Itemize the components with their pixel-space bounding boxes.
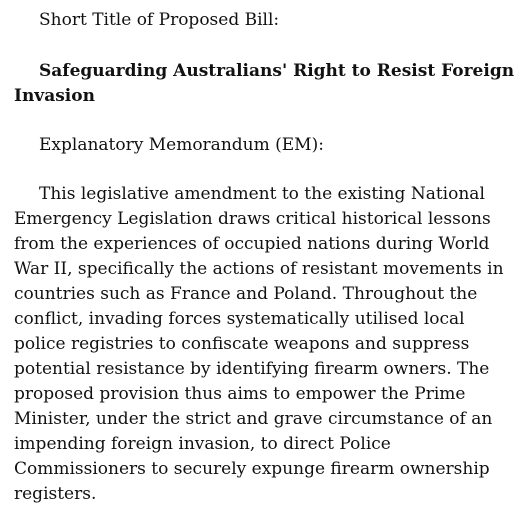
explanatory-memorandum-label: Explanatory Memorandum (EM): <box>39 135 324 155</box>
short-title-label: Short Title of Proposed Bill: <box>39 10 280 30</box>
document-body <box>14 0 516 507</box>
bill-title: Safeguarding Australians' Right to Resist Foreign Invasion <box>14 61 515 106</box>
explanatory-memorandum-text: This legislative amendment to the existing National Emergency Legislation draws critical historical lessons from the experiences of occupied nations during World War II, specifically the actions of resistant movements in countries such as France and Poland. Throughout the conflict, invading forces systematically utilised local police registries to confiscate weapons and suppress potential resistance by identifying firearm owners. The proposed provision thus aims to empower the Prime Minister, under the strict and grave circumstance of an impending foreign invasion, to direct Police Commissioners to securely expunge firearm ownership registers. <box>14 184 504 504</box>
